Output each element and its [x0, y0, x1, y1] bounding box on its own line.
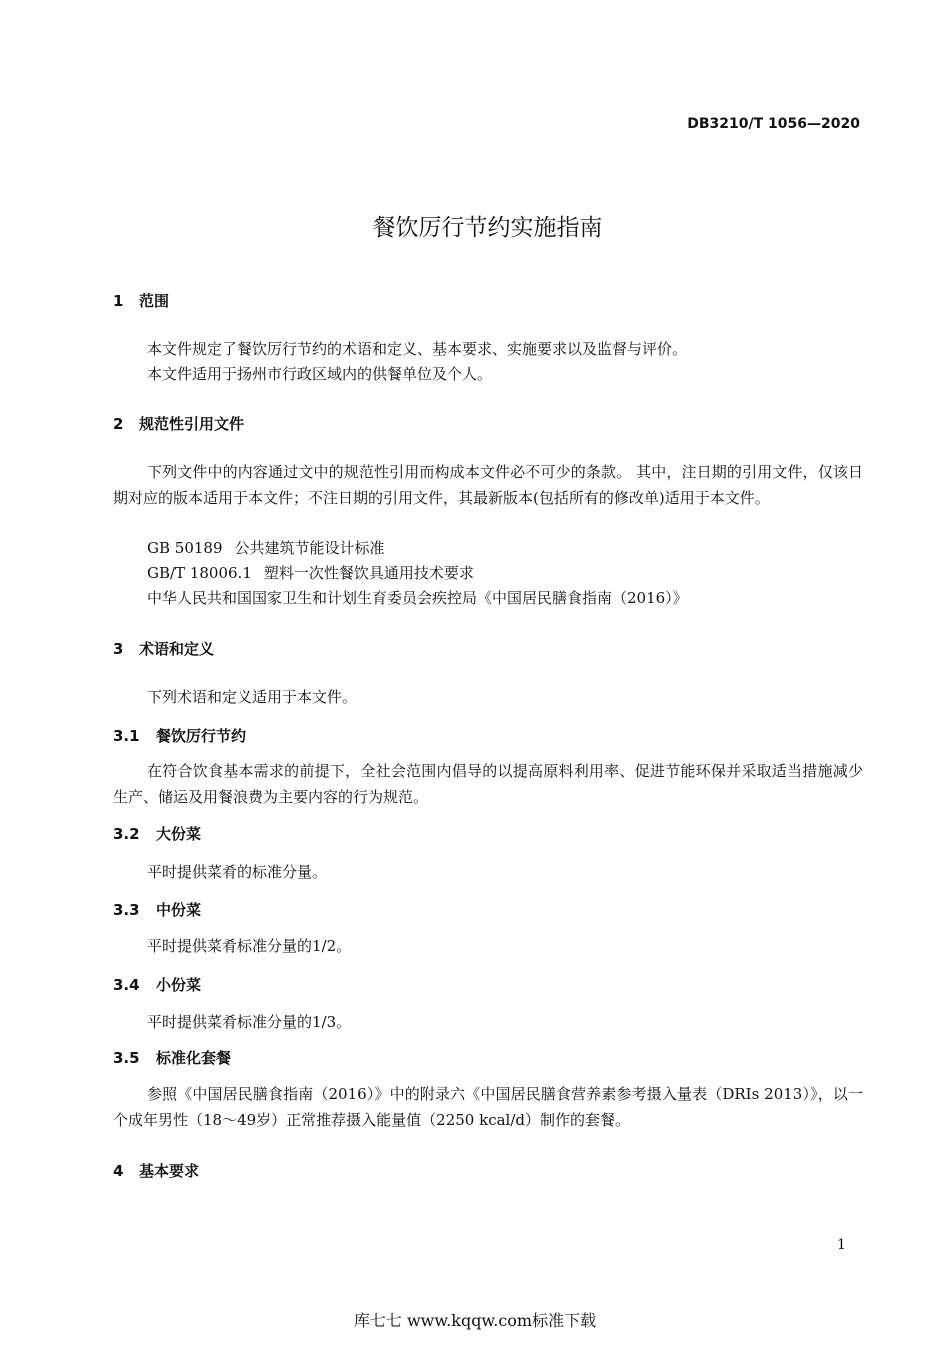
- reference-item: [147, 562, 474, 583]
- section-title: 范围: [139, 292, 170, 310]
- document-title: 餐饮厉行节约实施指南: [372, 215, 603, 241]
- section-title: 术语和定义: [139, 640, 215, 658]
- term-title: 小份菜: [156, 976, 202, 994]
- term-title: 标准化套餐: [156, 1049, 232, 1067]
- term-number: 3.3: [113, 901, 140, 919]
- term-number: 3.5: [113, 1049, 140, 1067]
- section-number: 4: [113, 1162, 124, 1180]
- term-heading: [113, 1047, 231, 1068]
- section-heading-terms: [113, 638, 214, 659]
- term-heading: [113, 974, 201, 995]
- section-title: 基本要求: [139, 1162, 200, 1180]
- term-definition: 参照《中国居民膳食指南（2016）》中的附录六《中国居民膳食营养素参考摄入量表（DRIs 2013）》，以一个成年男性（18～49岁）正常推荐摄入能量值（2250 kcal/d）制作的套餐。: [113, 1085, 863, 1129]
- scope-paragraph: 本文件适用于扬州市行政区域内的供餐单位及个人。: [147, 365, 493, 383]
- reference-name: 公共建筑节能设计标准: [234, 539, 385, 557]
- term-heading: [113, 823, 201, 844]
- section-number: 1: [113, 292, 124, 310]
- section-heading-normative-references: [113, 413, 244, 434]
- terms-intro: 下列术语和定义适用于本文件。: [147, 688, 358, 706]
- section-number: 3: [113, 640, 124, 658]
- scope-paragraph: 本文件规定了餐饮厉行节约的术语和定义、基本要求、实施要求以及监督与评价。: [147, 340, 688, 358]
- reference-code: GB/T 18006.1: [147, 564, 252, 582]
- footer-watermark: 库七七 www.kqqw.com标准下载: [353, 1311, 597, 1330]
- term-title: 中份菜: [156, 901, 202, 919]
- term-heading: [113, 725, 246, 746]
- term-number: 3.1: [113, 727, 140, 745]
- reference-code: GB 50189: [147, 539, 223, 557]
- term-number: 3.2: [113, 825, 140, 843]
- section-heading-scope: [113, 290, 169, 311]
- term-title: 大份菜: [156, 825, 202, 843]
- term-definition: 平时提供菜肴标准分量的1/2。: [147, 937, 352, 955]
- term-number: 3.4: [113, 976, 140, 994]
- reference-name: 塑料一次性餐饮具通用技术要求: [263, 564, 474, 582]
- reference-item: 中华人民共和国国家卫生和计划生育委员会疾控局《中国居民膳食指南（2016）》: [147, 589, 688, 607]
- term-definition: 在符合饮食基本需求的前提下，全社会范围内倡导的以提高原料利用率、促进节能环保并采取适当措施减少生产、储运及用餐浪费为主要内容的行为规范。: [113, 762, 863, 806]
- section-title: 规范性引用文件: [139, 415, 245, 433]
- section-number: 2: [113, 415, 124, 433]
- term-heading: [113, 899, 201, 920]
- reference-item: [147, 537, 385, 558]
- term-definition: 平时提供菜肴标准分量的1/3。: [147, 1013, 352, 1031]
- term-title: 餐饮厉行节约: [156, 727, 247, 745]
- standard-number: DB3210/T 1056—2020: [687, 116, 860, 132]
- references-intro-paragraph: 下列文件中的内容通过文中的规范性引用而构成本文件必不可少的条款。 其中，注日期的引用文件，仅该日期对应的版本适用于本文件；不注日期的引用文件，其最新版本(包括所有的修改单)适用于本文件。: [113, 463, 863, 507]
- section-heading-basic-requirements: [113, 1160, 199, 1181]
- page-number: 1: [837, 1237, 846, 1253]
- term-definition: 平时提供菜肴的标准分量。: [147, 863, 328, 881]
